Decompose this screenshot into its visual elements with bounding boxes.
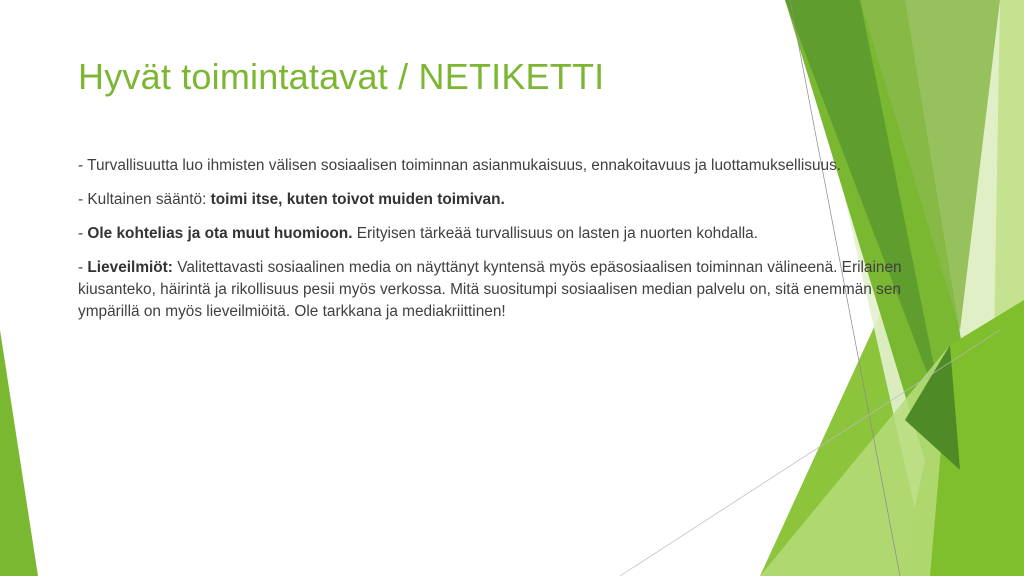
slide-body [78, 155, 958, 335]
side-effects-bold: Lieveilmiöt: [87, 259, 173, 276]
politeness-bold: Ole kohtelias ja ota muut huomioon. [87, 225, 353, 242]
paragraph-golden-rule: - Kultainen sääntö: toimi itse, kuten toivot muiden toimivan. [78, 191, 505, 208]
deco-shape-left [0, 330, 38, 576]
slide-title: Hyvät toimintatavat / NETIKETTI [78, 56, 605, 97]
paragraph-security: - Turvallisuutta luo ihmisten välisen sosiaalisen toiminnan asianmukaisuus, ennakoitavuus ja luottamuksellisuus. [78, 157, 842, 174]
paragraph-politeness: - Ole kohtelias ja ota muut huomioon. Erityisen tärkeää turvallisuus on lasten ja nuorten kohdalla. [78, 225, 759, 242]
golden-rule-bold: toimi itse, kuten toivot muiden toimivan. [210, 191, 505, 208]
paragraph-side-effects: - Lieveilmiöt: Valitettavasti sosiaalinen media on näyttänyt kyntensä myös epäsosiaalisen toiminnan välineenä. Erilainen kiusanteko, häirintä ja rikollisuus pesii myös verkossa. Mitä suositumpi sosiaalisen median palvelu on, sitä enemmän sen ympärillä on myös lieveilmiöitä. Ole tarkkana ja mediakriittinen! [78, 259, 902, 320]
